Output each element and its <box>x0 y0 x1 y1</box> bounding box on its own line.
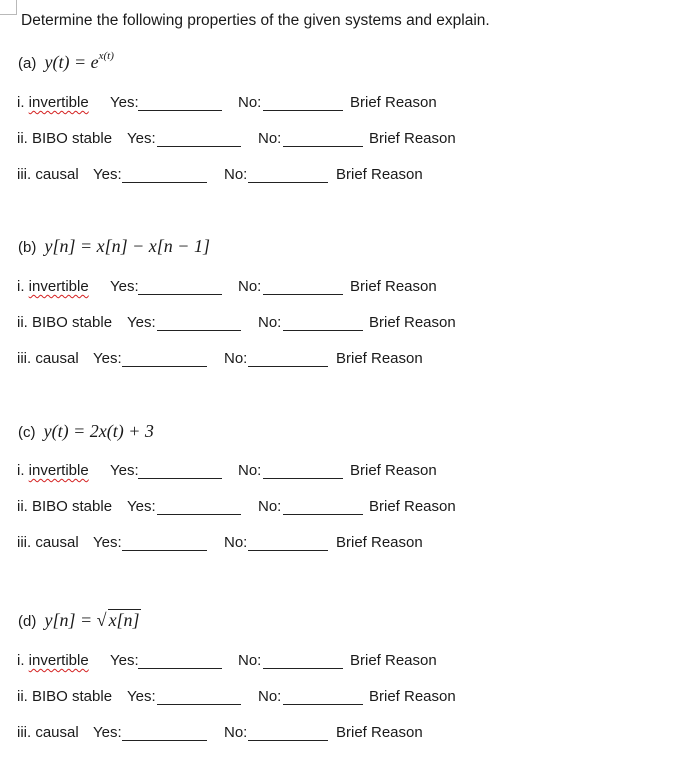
brief-reason-label: Brief Reason <box>369 314 456 331</box>
question-label-prefix: i. <box>17 94 29 111</box>
brief-reason-label: Brief Reason <box>350 652 437 669</box>
no-answer-blank-a-invertible[interactable] <box>263 110 343 111</box>
yes-answer-blank-b-causal[interactable] <box>122 366 207 367</box>
no-answer-blank-d-invertible[interactable] <box>263 668 343 669</box>
question-label-bibo: ii. BIBO stable <box>17 314 113 331</box>
yes-label: Yes: <box>110 462 139 479</box>
system-a-heading <box>18 52 114 73</box>
question-label-prefix: i. <box>17 462 29 479</box>
no-answer-blank-c-invertible[interactable] <box>263 478 343 479</box>
yes-label: Yes: <box>110 278 139 295</box>
question-label-prefix: i. <box>17 652 29 669</box>
system-a-label: (a) <box>18 55 37 72</box>
yes-label: Yes: <box>110 652 139 669</box>
question-label-word: invertible <box>28 278 89 295</box>
brief-reason-label: Brief Reason <box>350 278 437 295</box>
no-answer-blank-d-bibo[interactable] <box>283 704 363 705</box>
question-label-causal: iii. causal <box>17 350 79 367</box>
yes-answer-blank-c-bibo[interactable] <box>157 514 241 515</box>
brief-reason-label: Brief Reason <box>369 130 456 147</box>
question-label-causal: iii. causal <box>17 166 79 183</box>
no-label: No: <box>224 724 248 741</box>
yes-label: Yes: <box>93 724 122 741</box>
yes-label: Yes: <box>127 314 156 331</box>
no-answer-blank-a-causal[interactable] <box>248 182 328 183</box>
brief-reason-label: Brief Reason <box>336 166 423 183</box>
yes-answer-blank-b-invertible[interactable] <box>138 294 222 295</box>
no-answer-blank-c-causal[interactable] <box>248 550 328 551</box>
yes-answer-blank-c-causal[interactable] <box>122 550 207 551</box>
question-label-causal: iii. causal <box>17 724 79 741</box>
system-c-equation: y(t) = 2x(t) + 3 <box>43 421 154 441</box>
yes-answer-blank-d-invertible[interactable] <box>138 668 222 669</box>
question-label-invertible <box>17 462 89 479</box>
brief-reason-label: Brief Reason <box>369 498 456 515</box>
no-label: No: <box>238 462 262 479</box>
page-corner-marker <box>0 0 17 15</box>
brief-reason-label: Brief Reason <box>350 94 437 111</box>
question-label-word: invertible <box>28 652 89 669</box>
yes-answer-blank-d-bibo[interactable] <box>157 704 241 705</box>
system-d-equation: y[n] = √ x[n] <box>44 610 140 630</box>
no-label: No: <box>238 278 262 295</box>
no-label: No: <box>258 498 282 515</box>
question-label-word: invertible <box>28 462 89 479</box>
no-label: No: <box>224 350 248 367</box>
yes-label: Yes: <box>93 166 122 183</box>
system-d-heading <box>18 609 141 631</box>
no-answer-blank-a-bibo[interactable] <box>283 146 363 147</box>
no-label: No: <box>238 652 262 669</box>
no-label: No: <box>258 130 282 147</box>
yes-answer-blank-a-bibo[interactable] <box>157 146 241 147</box>
yes-label: Yes: <box>110 94 139 111</box>
question-label-prefix: i. <box>17 278 29 295</box>
no-answer-blank-d-causal[interactable] <box>248 740 328 741</box>
yes-answer-blank-d-causal[interactable] <box>122 740 207 741</box>
question-label-bibo: ii. BIBO stable <box>17 688 113 705</box>
question-label-causal: iii. causal <box>17 534 79 551</box>
question-label-bibo: ii. BIBO stable <box>17 130 113 147</box>
question-label-word: invertible <box>28 94 89 111</box>
yes-label: Yes: <box>93 350 122 367</box>
brief-reason-label: Brief Reason <box>369 688 456 705</box>
no-label: No: <box>224 166 248 183</box>
system-a-equation: $y(t) = e^{x(t)}$ <box>44 50 114 72</box>
no-answer-blank-b-causal[interactable] <box>248 366 328 367</box>
system-b-heading <box>18 236 210 257</box>
no-answer-blank-c-bibo[interactable] <box>283 514 363 515</box>
no-label: No: <box>224 534 248 551</box>
yes-label: Yes: <box>127 688 156 705</box>
yes-answer-blank-b-bibo[interactable] <box>157 330 241 331</box>
yes-answer-blank-a-causal[interactable] <box>122 182 207 183</box>
question-label-invertible <box>17 652 89 669</box>
yes-label: Yes: <box>127 498 156 515</box>
yes-label: Yes: <box>93 534 122 551</box>
no-label: No: <box>258 314 282 331</box>
question-label-bibo: ii. BIBO stable <box>17 498 113 515</box>
brief-reason-label: Brief Reason <box>336 534 423 551</box>
question-label-invertible <box>17 94 89 111</box>
instruction-text: Determine the following properties of the given systems and explain. <box>21 12 490 29</box>
no-label: No: <box>238 94 262 111</box>
system-d-label: (d) <box>18 613 37 630</box>
yes-label: Yes: <box>127 130 156 147</box>
brief-reason-label: Brief Reason <box>336 350 423 367</box>
no-answer-blank-b-invertible[interactable] <box>263 294 343 295</box>
yes-answer-blank-c-invertible[interactable] <box>138 478 222 479</box>
brief-reason-label: Brief Reason <box>336 724 423 741</box>
system-c-label: (c) <box>18 424 36 441</box>
no-answer-blank-b-bibo[interactable] <box>283 330 363 331</box>
system-c-heading <box>18 421 154 442</box>
yes-answer-blank-a-invertible[interactable] <box>138 110 222 111</box>
question-label-invertible <box>17 278 89 295</box>
no-label: No: <box>258 688 282 705</box>
brief-reason-label: Brief Reason <box>350 462 437 479</box>
system-b-label: (b) <box>18 239 37 256</box>
system-b-equation: y[n] = x[n] − x[n − 1] <box>44 236 210 256</box>
